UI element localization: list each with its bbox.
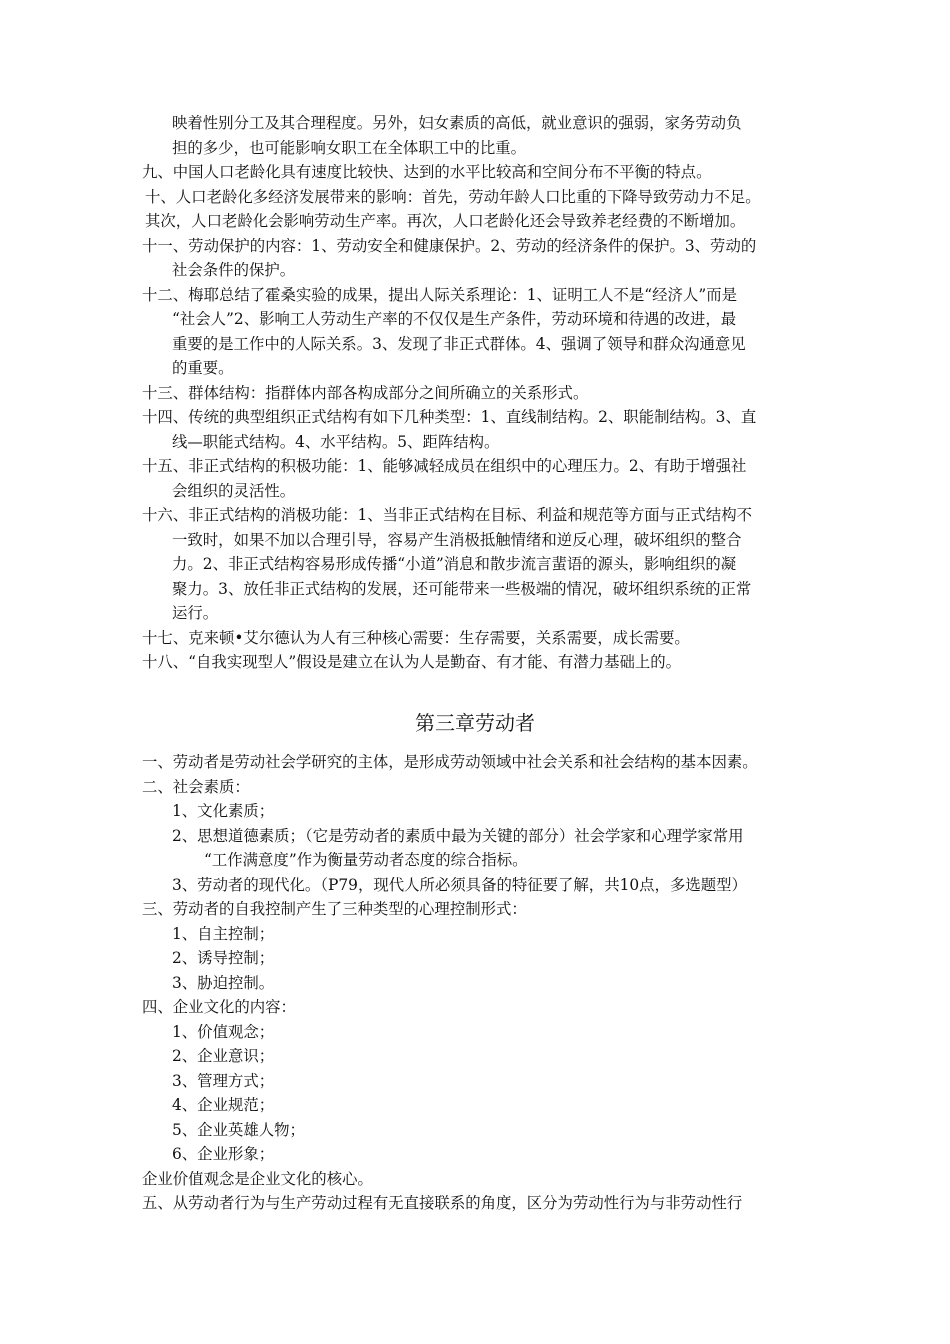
text-line: 映着性别分工及其合理程度。另外，妇女素质的高低，就业意识的强弱，家务劳动负 (172, 114, 742, 132)
text-line: 五、从劳动者行为与生产劳动过程有无直接联系的角度，区分为劳动性行为与非劳动性行 (142, 1194, 743, 1212)
text-line: 线—职能式结构。4、水平结构。5、距阵结构。 (172, 432, 500, 451)
text-line: 其次，人口老龄化会影响劳动生产率。再次，人口老龄化还会导致养老经费的不断增加。 (145, 212, 746, 230)
text-line: 6、企业形象； (172, 1145, 275, 1163)
text-line: 1、价值观念； (172, 1022, 275, 1041)
text-line: 十三、群体结构：指群体内部各构成部分之间所确立的关系形式。 (142, 383, 589, 402)
text-line: 企业价值观念是企业文化的核心。 (142, 1169, 373, 1188)
text-line: 2、企业意识； (172, 1047, 275, 1065)
text-line: “社会人”2、影响工人劳动生产率的不仅仅是生产条件，劳动环境和待遇的改进，最 (172, 310, 737, 328)
text-line: 十八、“自我实现型人”假设是建立在认为人是勤奋、有才能、有潜力基础上的。 (142, 653, 682, 671)
text-line: 十一、劳动保护的内容：1、劳动安全和健康保护。2、劳动的经济条件的保护。3、劳动的 (142, 236, 757, 255)
text-line: 5、企业英雄人物； (172, 1120, 305, 1139)
text-line: 3、胁迫控制。 (172, 973, 275, 992)
text-line: 十六、非正式结构的消极功能：1、当非正式结构在目标、利益和规范等方面与正式结构不 (142, 506, 753, 524)
text-line: 1、文化素质； (172, 802, 275, 820)
text-line: 一、劳动者是劳动社会学研究的主体，是形成劳动领域中社会关系和社会结构的基本因素。 (142, 753, 758, 771)
text-line: 会组织的灵活性。 (172, 481, 296, 500)
text-line: 十二、梅耶总结了霍桑实验的成果，提出人际关系理论：1、证明工人不是“经济人”而是 (142, 285, 737, 304)
text-line: 担的多少，也可能影响女职工在全体职工中的比重。 (172, 138, 526, 157)
text-line: 四、企业文化的内容： (142, 998, 296, 1016)
text-line: 2、思想道德素质；（它是劳动者的素质中最为关键的部分）社会学家和心理学家常用 (172, 826, 744, 845)
text-line: 二、社会素质： (142, 777, 250, 796)
text-line: 重要的是工作中的人际关系。3、发现了非正式群体。4、强调了领导和群众沟通意见 (172, 334, 746, 353)
text-line: 4、企业规范； (172, 1096, 275, 1114)
section-notes-continued (142, 111, 832, 675)
text-line: 3、管理方式； (172, 1071, 275, 1090)
text-line: 一致时，如果不加以合理引导，容易产生消极抵触情绪和逆反心理，破坏组织的整合 (172, 530, 742, 549)
text-line: 运行。 (172, 604, 219, 622)
text-line: 社会条件的保护。 (172, 261, 296, 279)
text-line: 聚力。3、放任非正式结构的发展，还可能带来一些极端的情况，破坏组织系统的正常 (172, 579, 752, 598)
text-line: “工作满意度”作为衡量劳动者态度的综合指标。 (204, 851, 528, 869)
text-line: 1、自主控制； (172, 924, 275, 943)
text-line: 3、劳动者的现代化。（P79，现代人所必须具备的特征要了解，共10点，多选题型） (172, 875, 747, 894)
text-line: 十四、传统的典型组织正式结构有如下几种类型：1、直线制结构。2、职能制结构。3、直 (142, 408, 757, 426)
text-line: 的重要。 (172, 359, 234, 377)
text-line: 十、人口老龄化多经济发展带来的影响：首先，劳动年龄人口比重的下降导致劳动力不足。 (145, 187, 761, 206)
text-line: 三、劳动者的自我控制产生了三种类型的心理控制形式： (142, 900, 527, 918)
text-line: 2、诱导控制； (172, 949, 275, 967)
text-line: 九、中国人口老龄化具有速度比较快、达到的水平比较高和空间分布不平衡的特点。 (142, 163, 712, 181)
chapter-title: 第三章劳动者 (415, 711, 535, 735)
text-line: 十七、克来顿•艾尔德认为人有三种核心需要：生存需要，关系需要，成长需要。 (142, 628, 690, 647)
chapter-three-notes (142, 750, 832, 1216)
text-line: 十五、非正式结构的积极功能：1、能够减轻成员在组织中的心理压力。2、有助于增强社 (142, 457, 747, 475)
text-line: 力。2、非正式结构容易形成传播“小道”消息和散步流言蜚语的源头，影响组织的凝 (172, 555, 737, 573)
